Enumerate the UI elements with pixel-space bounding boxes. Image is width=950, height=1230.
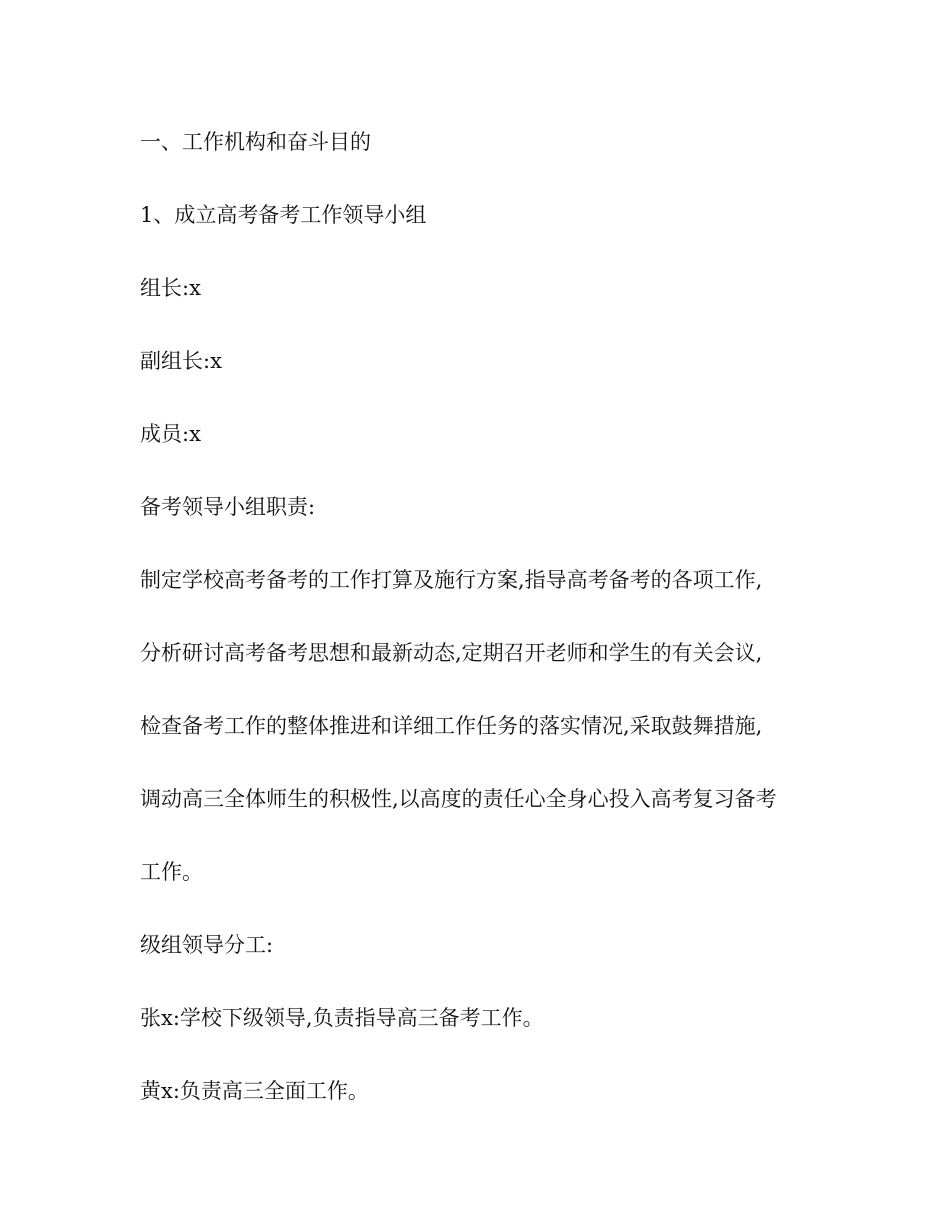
duties-paragraph-line: 分析研讨高考备考思想和最新动态,定期召开老师和学生的有关会议, xyxy=(140,641,763,665)
division-item: 黄x:负责高三全面工作。 xyxy=(140,1079,369,1103)
division-item: 张x:学校下级领导,负责指导高三备考工作。 xyxy=(140,1006,544,1030)
group-leader-line: 组长:x xyxy=(140,276,201,300)
duties-paragraph-line: 制定学校高考备考的工作打算及施行方案,指导高考备考的各项工作, xyxy=(140,568,763,592)
section-heading: 一、工作机构和奋斗目的 xyxy=(140,130,371,154)
duties-paragraph-line: 调动高三全体师生的积极性,以高度的责任心全身心投入高考复习备考 xyxy=(140,787,777,811)
subsection-heading: 1、成立高考备考工作领导小组 xyxy=(140,203,427,227)
duties-paragraph-line: 检查备考工作的整体推进和详细工作任务的落实情况,采取鼓舞措施, xyxy=(140,714,763,738)
duties-heading: 备考领导小组职责: xyxy=(140,495,316,519)
division-heading: 级组领导分工: xyxy=(140,933,274,957)
duties-paragraph-line: 工作。 xyxy=(140,860,203,884)
document-body xyxy=(140,124,820,1146)
deputy-leader-line: 副组长:x xyxy=(140,349,222,373)
members-line: 成员:x xyxy=(140,422,201,446)
